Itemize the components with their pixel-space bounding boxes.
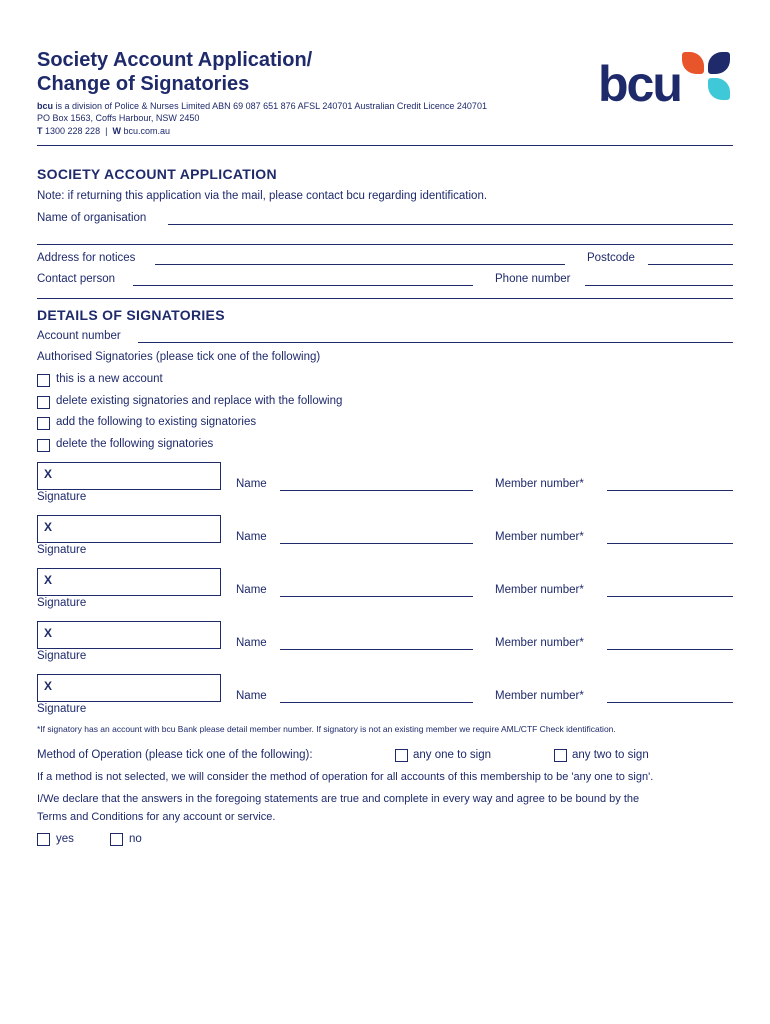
title-line-1: Society Account Application/ (37, 49, 313, 71)
option-label: add the following to existing signatories (56, 416, 257, 428)
declaration-line-1: I/We declare that the answers in the foregoing statements are true and complete in every way and agree to be bound by the (37, 793, 640, 805)
signature-label: Signature (37, 703, 87, 715)
company-details: is a division of Police & Nurses Limited ABN 69 087 651 876 AFSL 240701 Australian Credit Licence 240701 (53, 101, 487, 111)
name-field-2[interactable] (280, 543, 473, 544)
postal-address: PO Box 1563, Coffs Harbour, NSW 2450 (37, 113, 200, 123)
logo-cyan-leaf-icon (708, 78, 730, 100)
name-field-5[interactable] (280, 702, 473, 703)
postcode-label: Postcode (587, 252, 635, 264)
address-label: Address for notices (37, 252, 136, 264)
authorised-label: Authorised Signatories (please tick one of the following) (37, 351, 321, 363)
logo-orange-leaf-icon (682, 52, 704, 74)
signature-label: Signature (37, 544, 87, 556)
new-account-checkbox[interactable] (37, 374, 50, 387)
member-number-label: Member number* (495, 531, 584, 543)
mail-note: Note: if returning this application via the mail, please contact bcu regarding identification. (37, 190, 488, 202)
signature-box-5[interactable] (37, 674, 221, 702)
replace-signatories-checkbox[interactable] (37, 396, 50, 409)
postcode-field[interactable] (648, 264, 733, 265)
website[interactable]: bcu.com.au (123, 126, 170, 136)
logo-navy-leaf-icon (708, 52, 730, 74)
member-number-label: Member number* (495, 637, 584, 649)
company-info (37, 101, 487, 111)
phone-label: Phone number (495, 273, 571, 285)
sign-here-mark: X (44, 467, 53, 481)
signature-box-3[interactable] (37, 568, 221, 596)
contact-field[interactable] (133, 285, 473, 286)
name-label: Name (236, 637, 267, 649)
name-field-3[interactable] (280, 596, 473, 597)
header-divider (37, 145, 733, 146)
phone-prefix: T (37, 126, 43, 136)
any-two-label: any two to sign (572, 749, 649, 761)
yes-label: yes (56, 833, 74, 845)
org-label: Name of organisation (37, 212, 147, 224)
any-one-to-sign-checkbox[interactable] (395, 749, 408, 762)
signature-box-4[interactable] (37, 621, 221, 649)
yes-checkbox[interactable] (37, 833, 50, 846)
name-field-4[interactable] (280, 649, 473, 650)
delete-signatories-checkbox[interactable] (37, 439, 50, 452)
contact-line (37, 126, 170, 136)
section-divider (37, 298, 733, 299)
member-number-field-2[interactable] (607, 543, 733, 544)
signature-label: Signature (37, 491, 87, 503)
name-label: Name (236, 478, 267, 490)
sign-here-mark: X (44, 573, 53, 587)
signature-box-1[interactable] (37, 462, 221, 490)
member-number-field-3[interactable] (607, 596, 733, 597)
society-heading: SOCIETY ACCOUNT APPLICATION (37, 166, 277, 182)
address-field[interactable] (155, 264, 565, 265)
declaration-line-2: Terms and Conditions for any account or service. (37, 811, 276, 823)
phone-number: 1300 228 228 (45, 126, 101, 136)
name-label: Name (236, 531, 267, 543)
add-signatories-checkbox[interactable] (37, 417, 50, 430)
org-name-field[interactable] (168, 224, 733, 225)
name-label: Name (236, 584, 267, 596)
member-number-label: Member number* (495, 478, 584, 490)
phone-field[interactable] (585, 285, 733, 286)
member-number-footnote: *If signatory has an account with bcu Bank please detail member number. If signatory is not an existing member we require AML/CTF Check identification. (37, 724, 616, 734)
signatories-heading: DETAILS OF SIGNATORIES (37, 307, 225, 323)
option-label: delete the following signatories (56, 438, 214, 450)
no-checkbox[interactable] (110, 833, 123, 846)
any-one-label: any one to sign (413, 749, 492, 761)
name-label: Name (236, 690, 267, 702)
member-number-field-1[interactable] (607, 490, 733, 491)
account-number-label: Account number (37, 330, 121, 342)
separator: | (102, 126, 110, 136)
logo-wordmark: bcu (598, 56, 681, 112)
default-method-note: If a method is not selected, we will consider the method of operation for all accounts of this membership to be 'any one to sign'. (37, 771, 654, 783)
contact-label: Contact person (37, 273, 115, 285)
any-two-to-sign-checkbox[interactable] (554, 749, 567, 762)
member-number-label: Member number* (495, 690, 584, 702)
signature-label: Signature (37, 597, 87, 609)
member-number-field-5[interactable] (607, 702, 733, 703)
brand-name: bcu (37, 101, 54, 111)
option-label: delete existing signatories and replace with the following (56, 395, 343, 407)
signature-label: Signature (37, 650, 87, 662)
no-label: no (129, 833, 142, 845)
signature-box-2[interactable] (37, 515, 221, 543)
account-number-field[interactable] (138, 342, 733, 343)
web-prefix: W (112, 126, 121, 136)
form-title (37, 48, 312, 96)
member-number-field-4[interactable] (607, 649, 733, 650)
method-label: Method of Operation (please tick one of the following): (37, 749, 313, 761)
option-label: this is a new account (56, 373, 163, 385)
member-number-label: Member number* (495, 584, 584, 596)
title-line-2: Change of Signatories (37, 73, 250, 95)
sign-here-mark: X (44, 626, 53, 640)
bcu-logo (598, 50, 738, 114)
name-field-1[interactable] (280, 490, 473, 491)
org-name-field-line2[interactable] (37, 244, 733, 245)
sign-here-mark: X (44, 520, 53, 534)
sign-here-mark: X (44, 679, 53, 693)
